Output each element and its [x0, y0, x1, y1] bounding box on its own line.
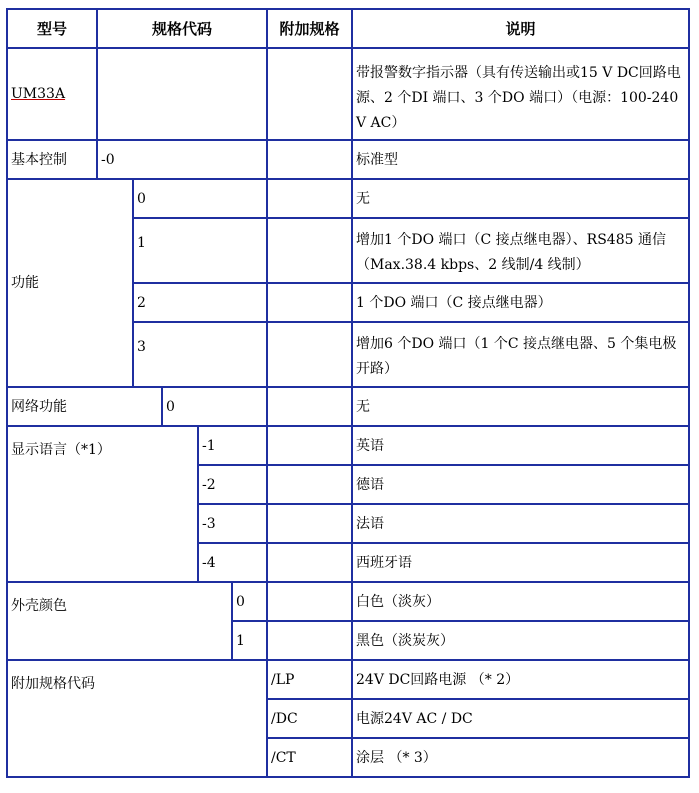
header-suffix: 附加规格 — [266, 8, 353, 49]
basic-suffix-empty — [266, 139, 353, 180]
language-suffix-empty — [266, 464, 353, 505]
function-code-0: 0 — [132, 178, 268, 219]
color-desc-1: 黑色（淡炭灰） — [351, 620, 690, 661]
language-suffix-empty — [266, 425, 353, 466]
language-code-2: -2 — [197, 464, 268, 505]
function-desc-2: 1 个DO 端口（C 接点继电器） — [351, 282, 690, 323]
header-desc: 说明 — [351, 8, 690, 49]
header-model: 型号 — [6, 8, 98, 49]
function-suffix-empty — [266, 217, 353, 284]
language-desc-1: 英语 — [351, 425, 690, 466]
function-suffix-empty — [266, 321, 353, 388]
color-suffix-empty — [266, 581, 353, 622]
function-label: 功能 — [6, 178, 134, 388]
language-desc-4: 西班牙语 — [351, 542, 690, 583]
color-code-1: 1 — [231, 620, 268, 661]
function-suffix-empty — [266, 282, 353, 323]
suffix-code-dc: /DC — [266, 698, 353, 739]
network-desc: 无 — [351, 386, 690, 427]
model-cell — [6, 47, 98, 141]
model-suffix-empty — [266, 47, 353, 141]
color-label: 外壳颜色 — [6, 581, 233, 661]
color-desc-0: 白色（淡灰） — [351, 581, 690, 622]
color-code-0: 0 — [231, 581, 268, 622]
suffix-desc-lp: 24V DC回路电源 （* 2） — [351, 659, 690, 700]
function-desc-0: 无 — [351, 178, 690, 219]
language-desc-3: 法语 — [351, 503, 690, 544]
suffix-desc-dc: 电源24V AC / DC — [351, 698, 690, 739]
function-code-1: 1 — [132, 217, 268, 284]
language-label: 显示语言（*1） — [6, 425, 199, 583]
network-suffix-empty — [266, 386, 353, 427]
suffix-desc-ct: 涂层 （* 3） — [351, 737, 690, 778]
network-label: 网络功能 — [6, 386, 163, 427]
function-code-3: 3 — [132, 321, 268, 388]
basic-desc: 标准型 — [351, 139, 690, 180]
suffix-code-ct: /CT — [266, 737, 353, 778]
suffix-label: 附加规格代码 — [6, 659, 268, 778]
model-spec-empty — [96, 47, 268, 141]
model-desc: 带报警数字指示器（具有传送输出或15 V DC回路电源、2 个DI 端口、3 个DO 端口）（电源：100-240 V AC） — [351, 47, 690, 141]
language-suffix-empty — [266, 503, 353, 544]
function-code-2: 2 — [132, 282, 268, 323]
basic-label: 基本控制 — [6, 139, 98, 180]
suffix-code-lp: /LP — [266, 659, 353, 700]
header-spec-code: 规格代码 — [96, 8, 268, 49]
basic-code: -0 — [96, 139, 268, 180]
function-suffix-empty — [266, 178, 353, 219]
language-code-1: -1 — [197, 425, 268, 466]
language-suffix-empty — [266, 542, 353, 583]
function-desc-1: 增加1 个DO 端口（C 接点继电器）、RS485 通信（Max.38.4 kbps、2 线制/4 线制） — [351, 217, 690, 284]
network-code: 0 — [161, 386, 268, 427]
model-link[interactable]: UM33A — [11, 86, 66, 102]
color-suffix-empty — [266, 620, 353, 661]
function-desc-3: 增加6 个DO 端口（1 个C 接点继电器、5 个集电极开路） — [351, 321, 690, 388]
language-code-4: -4 — [197, 542, 268, 583]
language-desc-2: 德语 — [351, 464, 690, 505]
language-code-3: -3 — [197, 503, 268, 544]
